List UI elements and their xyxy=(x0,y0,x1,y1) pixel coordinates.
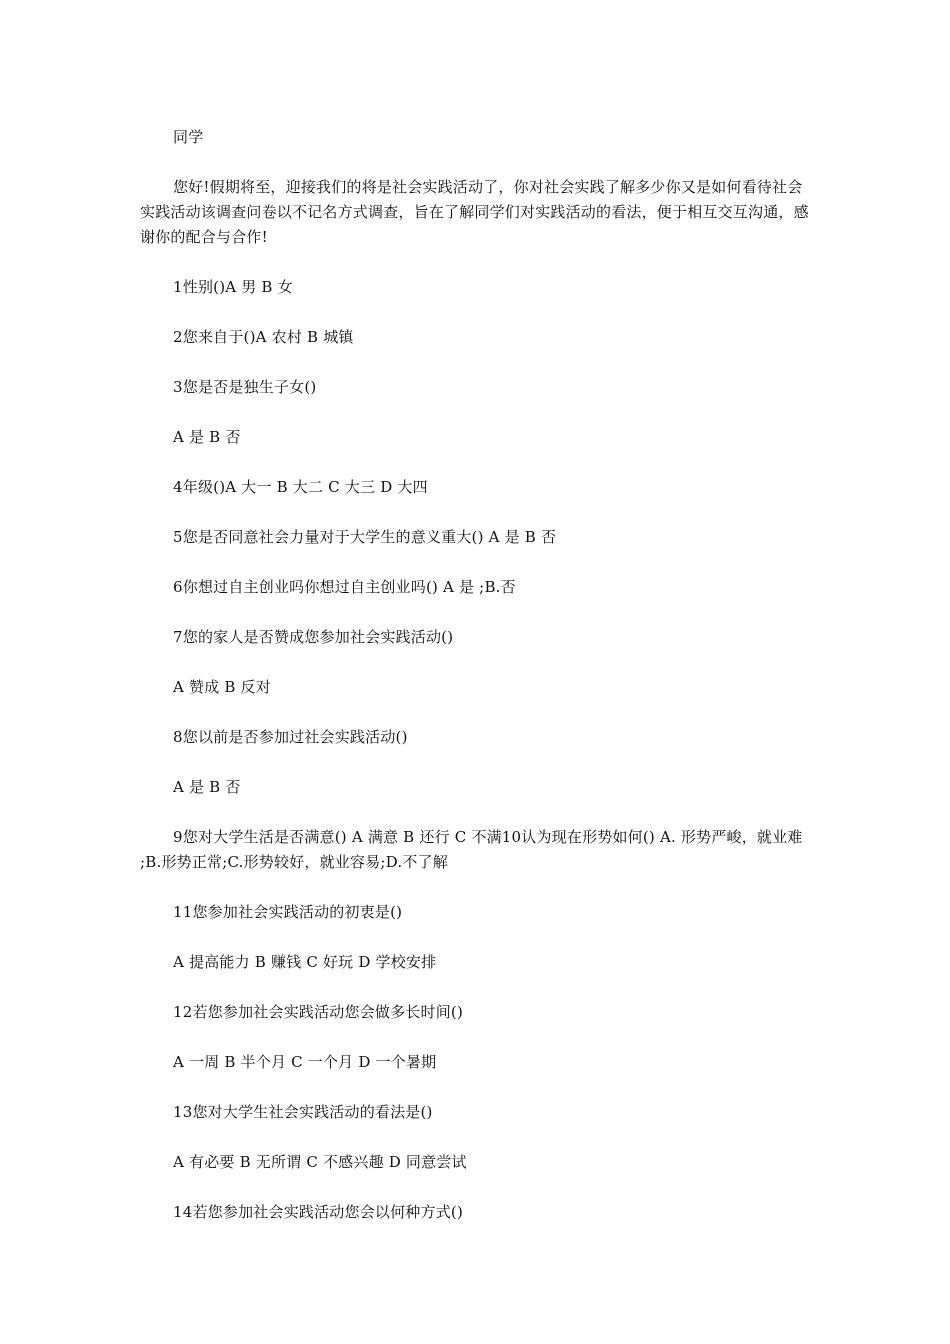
question-13: 13您对大学生社会实践活动的看法是() xyxy=(173,1103,433,1121)
greeting: 同学 xyxy=(173,128,204,146)
question-7: 7您的家人是否赞成您参加社会实践活动() xyxy=(173,628,454,646)
question-9-10: 9您对大学生活是否满意() A 满意 B 还行 C 不满10认为现在形势如何() A. 形势严峻，就业难 ;B.形势正常;C.形势较好，就业容易;D.不了解 xyxy=(140,828,803,871)
question-4: 4年级()A 大一 B 大二 C 大三 D 大四 xyxy=(173,478,428,496)
question-13-options: A 有必要 B 无所谓 C 不感兴趣 D 同意尝试 xyxy=(173,1153,467,1171)
question-3: 3您是否是独生子女() xyxy=(173,378,317,396)
question-12-options: A 一周 B 半个月 C 一个月 D 一个暑期 xyxy=(173,1053,437,1071)
question-7-options: A 赞成 B 反对 xyxy=(173,678,271,696)
question-11: 11您参加社会实践活动的初衷是() xyxy=(173,903,403,921)
question-3-options: A 是 B 否 xyxy=(173,428,241,446)
question-8-options: A 是 B 否 xyxy=(173,778,241,796)
question-2: 2您来自于()A 农村 B 城镇 xyxy=(173,328,354,346)
question-14: 14若您参加社会实践活动您会以何种方式() xyxy=(173,1203,463,1221)
question-11-options: A 提高能力 B 赚钱 C 好玩 D 学校安排 xyxy=(173,953,437,971)
question-12: 12若您参加社会实践活动您会做多长时间() xyxy=(173,1003,463,1021)
question-6: 6你想过自主创业吗你想过自主创业吗() A 是 ;B.否 xyxy=(173,578,516,596)
question-5: 5您是否同意社会力量对于大学生的意义重大() A 是 B 否 xyxy=(173,528,557,546)
question-8: 8您以前是否参加过社会实践活动() xyxy=(173,728,408,746)
question-1: 1性别()A 男 B 女 xyxy=(173,278,293,296)
intro-paragraph: 您好!假期将至，迎接我们的将是社会实践活动了，你对社会实践了解多少你又是如何看待社会实践活动该调查问卷以不记名方式调查，旨在了解同学们对实践活动的看法，便于相互交互沟通，感谢你的配合与合作! xyxy=(140,178,809,246)
